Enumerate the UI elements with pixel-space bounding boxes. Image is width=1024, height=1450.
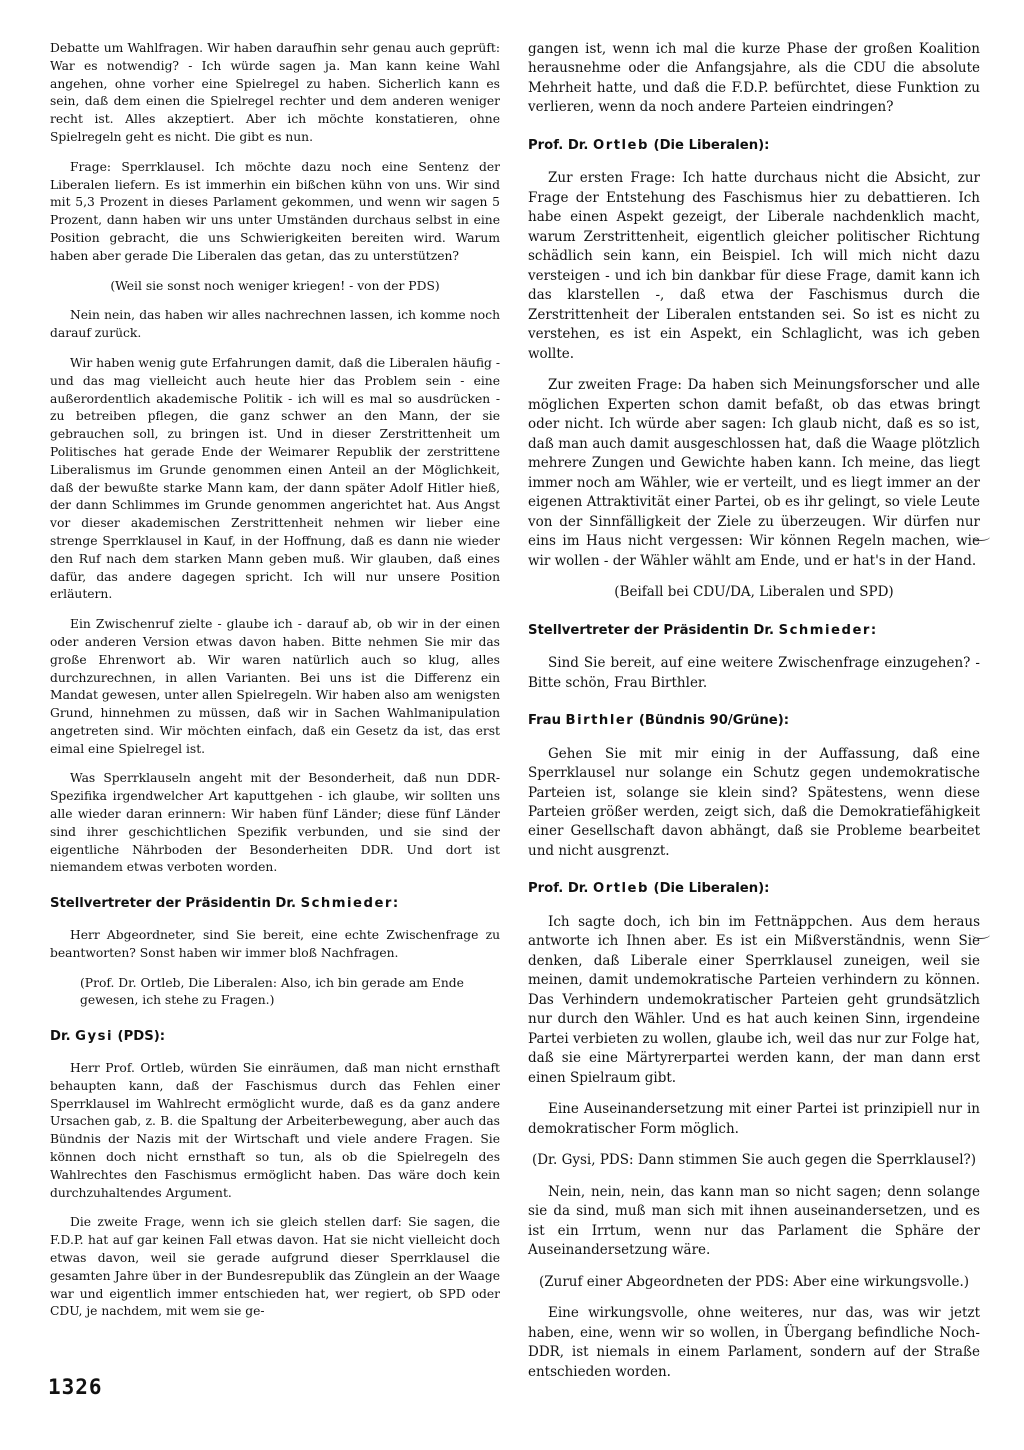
- paragraph: Herr Abgeordneter, sind Sie bereit, eine echte Zwischenfrage zu beantworten? Sonst haben wir immer bloß Nachfragen.: [50, 928, 500, 960]
- speaker-name: Schmieder: [300, 896, 393, 912]
- speaker-heading: [528, 621, 980, 640]
- speaker-suffix: (PDS):: [112, 1029, 165, 1045]
- paragraph: Debatte um Wahlfragen. Wir haben daraufhin sehr genau auch geprüft: War es notwendig? - Ich würde sagen ja. Man kann keine Wahl angehen, ohne vorher eine Spielregel zu haben. Sicherlich kann es sein, daß dem einen die Spielregel rechter und dem anderen weniger recht ist. Alles akzeptiert. Aber ich möchte konstatieren, ohne Spielregeln geht es nicht. Die gibt es nun.: [50, 41, 500, 144]
- page-number: 1326: [48, 1375, 103, 1399]
- paragraph: Wir haben wenig gute Erfahrungen damit, daß die Liberalen häufig - und das mag vielleicht auch heute hier das Problem sein - eine außerordentlich akademische Politik - ich will es mal so ausdrücken - zu betreiben pflegen, die ganz schwer an den Mann, der sie gebrauchen soll, zu bringen ist. Und in dieser Zerstrittenheit um Politisches hat gerade Ende der Weimarer Republik der zerstrittene Liberalismus im Grunde genommen einen Anteil an der Möglichkeit, daß der bewußte starke Mann kam, der dann später Adolf Hitler hieß, der dann Schlimmes im Grunde genommen angerichtet hat. Aus Angst vor dieser akademischen Zerstrittenheit nehmen wir lieber eine strenge Sperrklausel in Kauf, in der Hoffnung, daß es dann nie wieder den Ruf nach dem starken Mann geben muß. Wir glauben, daß eines dafür, das andere dagegen spricht. Ich will nur unsere Position erläutern.: [50, 355, 500, 602]
- speaker-heading: [50, 1028, 500, 1046]
- paragraph: Herr Prof. Ortleb, würden Sie einräumen, daß man nicht ernsthaft behaupten kann, daß der Faschismus durch das Fehlen einer Sperrklausel im Wahlrecht ermöglicht wurde, daß es da ganz andere Ursachen gab, z. B. die Spaltung der Arbeiterbewegung, aber auch das Bündnis der Nazis mit der Wirtschaft und viele andere Fragen. Sie können doch nicht ernsthaft so tun, als ob die Spielregeln des Wahlrechtes den Faschismus ermöglicht haben. Das wäre doch kein durchzuhaltendes Argument.: [50, 1061, 500, 1200]
- speaker-prefix: Frau: [528, 713, 566, 729]
- speaker-heading: [50, 895, 500, 913]
- paragraph: Sind Sie bereit, auf eine weitere Zwischenfrage einzugehen? - Bitte schön, Frau Birthler.: [528, 655, 980, 691]
- paragraph: Nein nein, das haben wir alles nachrechnen lassen, ich komme noch darauf zurück.: [50, 308, 500, 341]
- speaker-suffix: (Die Liberalen):: [648, 137, 770, 153]
- speaker-suffix: (Bündnis 90/Grüne):: [634, 713, 790, 729]
- paragraph: Gehen Sie mit mir einig in der Auffassung, daß eine Sperrklausel nur solange ein Schutz gegen undemokratische Parteien ist, solange sie klein sind? Spätestens, wenn diese Parteien größer werden, zeigt sich, daß die Demokratiefähigkeit einer Gesellschaft davon abhängt, daß sie Probleme bearbeitet und nicht ausgrenzt.: [528, 745, 980, 859]
- speaker-name: Gysi: [75, 1029, 113, 1045]
- paragraph: Frage: Sperrklausel. Ich möchte dazu noch eine Sentenz der Liberalen liefern. Es ist immerhin ein bißchen kühn von uns. Wir sind mit 5,3 Prozent in dieses Parlament gekommen, und wenn wir sagen 5 Prozent, dann haben wir uns unter Umständen durchaus selbst in eine Position gebracht, die uns Schwierigkeiten bereiten wird. Warum haben aber gerade Die Liberalen das getan, das zu unterstützen?: [50, 159, 500, 263]
- paragraph: Eine wirkungsvolle, ohne weiteres, nur das, was wir jetzt haben, eine, wenn wir so wollen, in Übergang befindliche Noch-DDR, ist niemals in einem Parlament, sondern auf der Straße entschieden worden.: [528, 1305, 980, 1380]
- speaker-name: Ortleb: [593, 881, 649, 897]
- speaker-name: Ortleb: [593, 137, 649, 153]
- speaker-heading: [528, 136, 980, 155]
- margin-mark: [972, 532, 990, 541]
- speaker-suffix: :: [392, 896, 399, 912]
- paragraph: Eine Auseinandersetzung mit einer Partei ist prinzipiell nur in demokratischer Form möglich.: [528, 1101, 980, 1137]
- interjection: (Prof. Dr. Ortleb, Die Liberalen: Also, ich bin gerade am Ende gewesen, ich stehe zu Fragen.): [80, 975, 464, 1008]
- speaker-prefix: Stellvertreter der Präsidentin Dr.: [50, 896, 301, 912]
- paragraph: Was Sperrklauseln angeht mit der Besonderheit, daß nun DDR-Spezifika irgendwelcher Art kaputtgehen - ich glaube, wir sollten uns alle wieder daran erinnern: Wir haben fünf Länder; diese fünf Länder sind ihrer geschichtlichen Spezifik verbunden, und sie sind der eigentliche Nährboden der Besonderheiten DDR. Und dort ist niemandem etwas verboten worden.: [50, 771, 500, 875]
- interjection: (Dr. Gysi, PDS: Dann stimmen Sie auch gegen die Sperrklausel?): [531, 1152, 977, 1169]
- margin-mark: [972, 930, 990, 939]
- speaker-prefix: Prof. Dr.: [528, 881, 594, 897]
- speaker-heading: [528, 711, 980, 730]
- paragraph: Die zweite Frage, wenn ich sie gleich stellen darf: Sie sagen, die F.D.P. hat auf gar keinen Fall etwas davon. Hat sie nicht vielleicht doch etwas davon, weil sie gerade aufgrund dieser Sperrklausel die gesamten Jahre über in der Bundesrepublik das Zünglein an der Waage war und eigentlich immer entschieden hat, wer regiert, ob SPD oder CDU, je nachdem, mit wem sie ge-: [50, 1215, 500, 1319]
- paragraph: Ein Zwischenruf zielte - glaube ich - darauf ab, ob wir in der einen oder anderen Version etwas davon haben. Bitte nehmen Sie mir das große Ehrenwort ab. Wir waren natürlich auch so klug, alles durchzurechnen, in allen Varianten. Bei uns ist die Differenz ein Mandat gewesen, unter allen Spielregeln. Wir haben also am wenigsten Grund, hinnehmen zu müssen, daß wir in Sachen Wahlmanipulation angetreten sind. Wir möchten einfach, daß ein Gesetz da ist, das erst eimal eine Spielregel ist.: [50, 617, 500, 756]
- interjection: (Beifall bei CDU/DA, Liberalen und SPD): [614, 584, 894, 601]
- speaker-prefix: Prof. Dr.: [528, 137, 594, 153]
- speaker-heading: [528, 879, 980, 898]
- paragraph: Ich sagte doch, ich bin im Fettnäppchen. Aus dem heraus antworte ich Ihnen aber. Es ist ein Mißverständnis, wenn Sie denken, daß Liberale einer Sperrklausel zuneigen, weil sie meinen, damit undemokratische Parteien verhindern zu können. Das Verhindern undemokratischer Parteien geht grundsätzlich nur durch den Wähler. Und es hat auch keinen Sinn, irgendeine Partei verbieten zu wollen, glaube ich, weil das nur zur Folge hat, daß sie eine Märtyrerpartei werden kann, der man dann erst einen Spielraum gibt.: [528, 913, 980, 1086]
- paragraph: Zur ersten Frage: Ich hatte durchaus nicht die Absicht, zur Frage der Entstehung des Faschismus hier zu debattieren. Ich habe einen Aspekt gezeigt, der Liberale nachdenklich macht, warum Zerstrittenheit, eigentlich gleicher politischer Richtung schädlich sein kann, ein Beispiel. Ich will mich nicht dazu versteigen - und ich bin dankbar für diese Frage, damit kann ich das klarstellen -, daß etwa der Faschismus durch die Zerstrittenheit der Liberalen entstanden sei. So ist es nicht zu verstehen, es ist ein Aspekt, ein Schlaglicht, was ich geben wollte.: [528, 170, 980, 362]
- speaker-name: Schmieder: [778, 622, 871, 638]
- interjection: (Weil sie sonst noch weniger kriegen! - von der PDS): [110, 278, 440, 293]
- left-column: [50, 40, 500, 1333]
- interjection: (Zuruf einer Abgeordneten der PDS: Aber eine wirkungsvolle.): [538, 1273, 970, 1290]
- paragraph: Zur zweiten Frage: Da haben sich Meinungsforscher und alle möglichen Experten schon damit befaßt, ob das etwas bringt oder nicht. Ich würde aber sagen: Ich glaub nicht, daß es so ist, daß man auch damit ausgeschlossen hat, daß die Waage plötzlich mehrere Zungen und Gewichte haben kann. Ich meine, das liegt immer noch am Wähler, wie er verteilt, und es liegt immer an der eigenen Attraktivität einer Partei, ob es ihr gelingt, so viele Leute von der Sinnfälligkeit der Ziele zu überzeugen. Wir dürfen nur eins im Haus nicht vergessen: Wir können Regeln machen, wie wir wollen - der Wähler wählt am Ende, und er hat's in der Hand.: [528, 377, 980, 569]
- speaker-prefix: Stellvertreter der Präsidentin Dr.: [528, 622, 779, 638]
- speaker-prefix: Dr.: [50, 1029, 76, 1045]
- speaker-suffix: :: [870, 622, 877, 638]
- speaker-suffix: (Die Liberalen):: [648, 881, 770, 897]
- speaker-name: Birthler: [565, 713, 635, 729]
- paragraph: Nein, nein, nein, das kann man so nicht sagen; denn solange sie da sind, muß man sich mit ihnen auseinandersetzen, und es ist ein Irrtum, wenn nur das Parlament die Sphäre der Auseinandersetzung wäre.: [528, 1183, 980, 1259]
- paragraph: gangen ist, wenn ich mal die kurze Phase der großen Koalition herausnehme oder die Anfangsjahre, als die CDU die absolute Mehrheit hatte, und daß die F.D.P. befürchtet, diese Funktion zu verlieren, wenn da noch andere Parteien eindringen?: [528, 41, 980, 116]
- right-column: [528, 40, 980, 1394]
